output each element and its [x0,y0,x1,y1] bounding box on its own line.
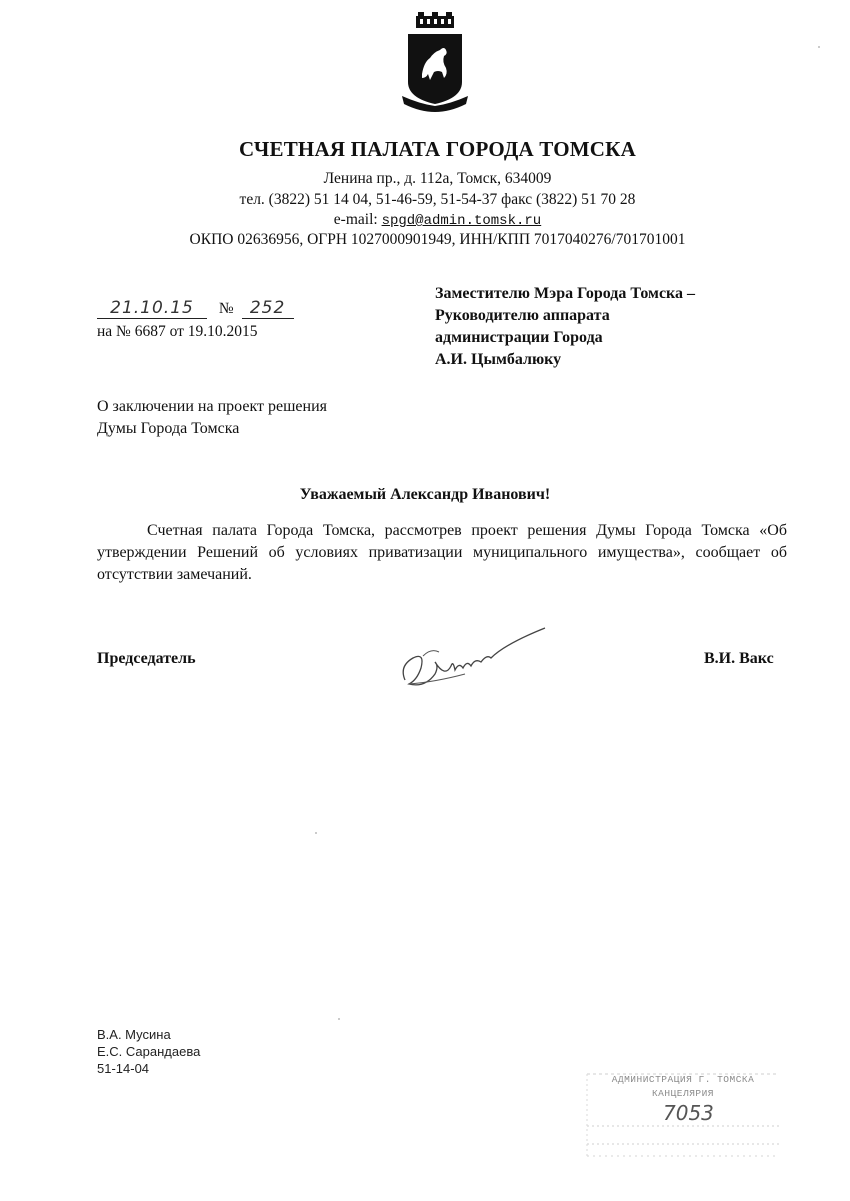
organization-email-line [0,211,850,229]
organization-address: Ленина пр., д. 112а, Томск, 634009 [323,170,552,187]
scan-speck [818,46,820,48]
executor-name: Е.С. Сарандаева [97,1044,201,1059]
addressee-block [435,283,695,371]
organization-phones: тел. (3822) 51 14 04, 51-46-59, 51-54-37 факс (3822) 51 70 28 [239,191,636,208]
subject-block [97,396,327,440]
number-sign: № [218,300,234,317]
executor-name: В.А. Мусина [97,1027,171,1042]
subject-line: О заключении на проект решения [97,398,327,415]
scan-speck [338,1018,340,1020]
subject-line: Думы Города Томска [97,420,240,437]
letter-body: Счетная палата Города Томска, рассмотрев проект решения Думы Города Томска «Об утверждении Решений об условиях приватизации муниципального имущества», сообщает об отсутствии замечаний. [97,522,787,583]
registration-line [97,298,294,319]
stamp-organization: АДМИНИСТРАЦИЯ Г. ТОМСКА [611,1074,755,1085]
organization-name: СЧЕТНАЯ ПАЛАТА ГОРОДА ТОМСКА [239,137,636,161]
incoming-registration-stamp [583,1068,783,1160]
registration-number: 252 [242,298,294,319]
coat-of-arms-emblem [400,12,470,112]
signatory-name: В.И. Вакс [704,650,774,667]
organization-codes: ОКПО 02636956, ОГРН 1027000901949, ИНН/КПП 7017040276/701701001 [189,231,686,248]
addressee-line: А.И. Цымбалюку [435,351,562,368]
stamp-department: КАНЦЕЛЯРИЯ [651,1088,714,1099]
greeting: Уважаемый Александр Иванович! [299,486,551,503]
email-link[interactable]: spgd@admin.tomsk.ru [381,213,542,229]
signatory-role: Председатель [97,650,196,667]
scan-speck [315,832,317,834]
stamp-incoming-number: 7053 [663,1101,714,1125]
addressee-line: Заместителю Мэра Города Томска – [435,285,696,302]
registration-date: 21.10.15 [97,298,207,319]
handwritten-signature [395,618,560,693]
addressee-line: Руководителю аппарата [435,307,610,324]
email-label: e-mail: [333,211,382,228]
executor-phone: 51-14-04 [97,1061,150,1076]
addressee-line: администрации Города [435,329,603,346]
registration-reference: на № 6687 от 19.10.2015 [97,323,258,340]
